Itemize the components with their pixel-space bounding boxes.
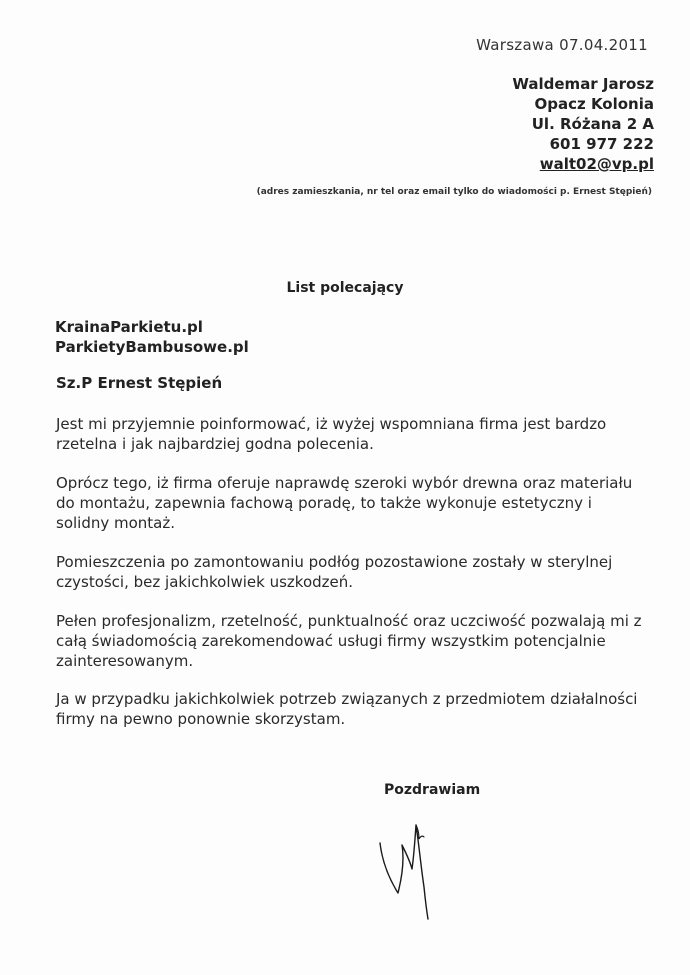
text-line: Oprócz tego, iż firma oferuje naprawdę szeroki wybór drewna oraz materiału — [56, 474, 633, 492]
text-line: Ja w przypadku jakichkolwiek potrzeb związanych z przedmiotem działalności — [56, 690, 638, 708]
salutation: Sz.P Ernest Stępień — [56, 374, 223, 392]
sender-address-line2: Ul. Różana 2 A — [531, 115, 654, 133]
text-line: firmy na pewno ponownie skorzystam. — [56, 710, 346, 728]
paragraph-3 — [56, 552, 656, 592]
company-name: KrainaParkietu.pl — [55, 318, 203, 336]
text-line: całą świadomością zarekomendować usługi firmy wszystkim potencjalnie — [56, 632, 606, 650]
sender-email: walt02@vp.pl — [539, 155, 654, 173]
company-block — [55, 317, 249, 357]
text-line: rzetelna i jak najbardziej godna polecenia. — [56, 435, 374, 453]
text-line: czystości, bez jakichkolwiek uszkodzeń. — [56, 573, 354, 591]
paragraph-2 — [56, 473, 656, 533]
sender-name: Waldemar Jarosz — [512, 75, 654, 93]
letter-title: List polecający — [286, 280, 404, 296]
paragraph-5 — [56, 689, 656, 729]
letter-date: Warszawa 07.04.2011 — [476, 36, 648, 54]
handwritten-signature — [372, 815, 442, 925]
text-line: zainteresowanym. — [56, 652, 194, 670]
company-name: ParkietyBambusowe.pl — [55, 338, 249, 356]
privacy-note: (adres zamieszkania, nr tel oraz email tylko do wiadomości p. Ernest Stępień) — [256, 187, 652, 197]
paragraph-1 — [56, 414, 656, 454]
paragraph-4 — [56, 611, 656, 671]
text-line: Jest mi przyjemnie poinformować, iż wyżej wspomniana firma jest bardzo — [56, 415, 607, 433]
text-line: do montażu, zapewnia fachową poradę, to także wykonuje estetyczny i — [56, 494, 592, 512]
sender-phone: 601 977 222 — [549, 135, 654, 153]
text-line: Pomieszczenia po zamontowaniu podłóg pozostawione zostały w sterylnej — [56, 553, 613, 571]
text-line: Pełen profesjonalizm, rzetelność, punktualność oraz uczciwość pozwalają mi z — [56, 612, 642, 630]
closing: Pozdrawiam — [384, 782, 481, 798]
sender-block — [512, 74, 654, 174]
text-line: solidny montaż. — [56, 514, 176, 532]
sender-address-line1: Opacz Kolonia — [534, 95, 654, 113]
